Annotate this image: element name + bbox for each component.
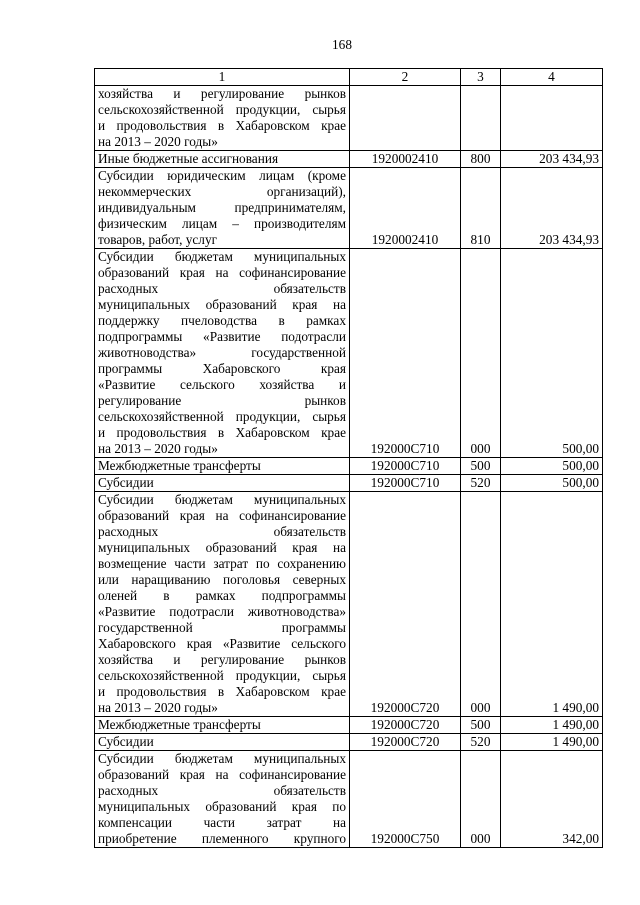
table-row <box>95 717 603 734</box>
expense-type-cell: 800 <box>461 151 501 168</box>
description-line: Хабаровского края «Развитие сельского <box>98 636 346 651</box>
target-code-cell <box>350 86 461 151</box>
description-line: расходных обязательств <box>98 281 346 296</box>
row-description <box>95 151 350 168</box>
description-line: Субсидии бюджетам муниципальных <box>98 492 346 507</box>
amount-cell: 1 490,00 <box>501 492 603 717</box>
target-code-cell: 192000С710 <box>350 249 461 458</box>
amount-cell: 500,00 <box>501 475 603 492</box>
target-code-cell: 192000С720 <box>350 734 461 751</box>
target-code-cell: 192000С750 <box>350 751 461 848</box>
description-line: образований края на софинансирование <box>98 265 346 280</box>
amount-cell: 342,00 <box>501 751 603 848</box>
table-row <box>95 86 603 151</box>
target-code-cell: 192000С710 <box>350 475 461 492</box>
description-line: муниципальных образований края на <box>98 540 346 555</box>
target-code-cell: 192000С720 <box>350 492 461 717</box>
description-line: индивидуальным предпринимателям, <box>98 200 346 215</box>
description-line: компенсации части затрат на <box>98 815 346 830</box>
description-line: животноводства» государственной <box>98 345 346 360</box>
column-number-header: 3 <box>461 69 501 86</box>
row-description <box>95 168 350 249</box>
description-line: расходных обязательств <box>98 524 346 539</box>
amount-cell: 500,00 <box>501 458 603 475</box>
row-description <box>95 475 350 492</box>
description-line: физическим лицам – производителям <box>98 216 346 231</box>
description-line: оленей в рамках подпрограммы <box>98 588 346 603</box>
expense-type-cell: 520 <box>461 734 501 751</box>
description-line: на 2013 – 2020 годы» <box>98 700 218 715</box>
expense-type-cell: 000 <box>461 249 501 458</box>
description-line: муниципальных образований края по <box>98 799 346 814</box>
row-description <box>95 751 350 848</box>
description-line: Субсидии <box>98 734 154 749</box>
amount-cell: 1 490,00 <box>501 717 603 734</box>
description-line: Субсидии бюджетам муниципальных <box>98 249 346 264</box>
description-line: образований края на софинансирование <box>98 767 346 782</box>
description-line: некоммерческих организаций), <box>98 184 346 199</box>
description-line: сельскохозяйственной продукции, сырья <box>98 102 346 117</box>
description-line: хозяйства и регулирование рынков <box>98 652 346 667</box>
description-line: Субсидии <box>98 475 154 490</box>
description-line: образований края на софинансирование <box>98 508 346 523</box>
description-line: расходных обязательств <box>98 783 346 798</box>
description-line: Межбюджетные трансферты <box>98 717 261 732</box>
table-row <box>95 249 603 458</box>
description-line: регулирование рынков <box>98 393 346 408</box>
description-line: «Развитие сельского хозяйства и <box>98 377 346 392</box>
description-line: возмещение части затрат по сохранению <box>98 556 346 571</box>
table-body <box>95 86 603 848</box>
description-line: хозяйства и регулирование рынков <box>98 86 346 101</box>
description-line: сельскохозяйственной продукции, сырья <box>98 668 346 683</box>
expense-type-cell: 810 <box>461 168 501 249</box>
target-code-cell: 1920002410 <box>350 151 461 168</box>
expense-type-cell: 000 <box>461 751 501 848</box>
row-description <box>95 458 350 475</box>
column-number-header: 2 <box>350 69 461 86</box>
description-line: на 2013 – 2020 годы» <box>98 134 218 149</box>
description-line: и продовольствия в Хабаровском крае <box>98 118 346 133</box>
target-code-cell: 192000С720 <box>350 717 461 734</box>
description-line: подпрограммы «Развитие подотрасли <box>98 329 346 344</box>
row-description <box>95 86 350 151</box>
table-row <box>95 168 603 249</box>
description-line: Субсидии бюджетам муниципальных <box>98 751 346 766</box>
description-line: приобретение племенного крупного <box>98 831 346 846</box>
description-line: или наращиванию поголовья северных <box>98 572 346 587</box>
table-row <box>95 492 603 717</box>
description-line: товаров, работ, услуг <box>98 232 218 247</box>
description-line: «Развитие подотрасли животноводства» <box>98 604 346 619</box>
description-line: на 2013 – 2020 годы» <box>98 441 218 456</box>
expense-type-cell <box>461 86 501 151</box>
expense-type-cell: 500 <box>461 458 501 475</box>
budget-table <box>94 68 603 848</box>
row-description <box>95 734 350 751</box>
description-line: сельскохозяйственной продукции, сырья <box>98 409 346 424</box>
row-description <box>95 249 350 458</box>
amount-cell: 1 490,00 <box>501 734 603 751</box>
amount-cell: 500,00 <box>501 249 603 458</box>
expense-type-cell: 520 <box>461 475 501 492</box>
description-line: и продовольствия в Хабаровском крае <box>98 425 346 440</box>
description-line: Иные бюджетные ассигнования <box>98 151 279 166</box>
table-header-row <box>95 69 603 86</box>
table-row <box>95 151 603 168</box>
expense-type-cell: 500 <box>461 717 501 734</box>
amount-cell <box>501 86 603 151</box>
description-line: и продовольствия в Хабаровском крае <box>98 684 346 699</box>
column-number-header: 1 <box>95 69 350 86</box>
description-line: поддержку пчеловодства в рамках <box>98 313 346 328</box>
description-line: государственной программы <box>98 620 346 635</box>
expense-type-cell: 000 <box>461 492 501 717</box>
target-code-cell: 192000С710 <box>350 458 461 475</box>
description-line: Субсидии юридическим лицам (кроме <box>98 168 346 183</box>
target-code-cell: 1920002410 <box>350 168 461 249</box>
table-row <box>95 475 603 492</box>
column-number-header: 4 <box>501 69 603 86</box>
row-description <box>95 492 350 717</box>
row-description <box>95 717 350 734</box>
description-line: муниципальных образований края на <box>98 297 346 312</box>
table-row <box>95 734 603 751</box>
page-number: 168 <box>332 37 352 52</box>
table-row <box>95 458 603 475</box>
description-line: программы Хабаровского края <box>98 361 346 376</box>
description-line: Межбюджетные трансферты <box>98 458 261 473</box>
amount-cell: 203 434,93 <box>501 168 603 249</box>
table-row <box>95 751 603 848</box>
amount-cell: 203 434,93 <box>501 151 603 168</box>
